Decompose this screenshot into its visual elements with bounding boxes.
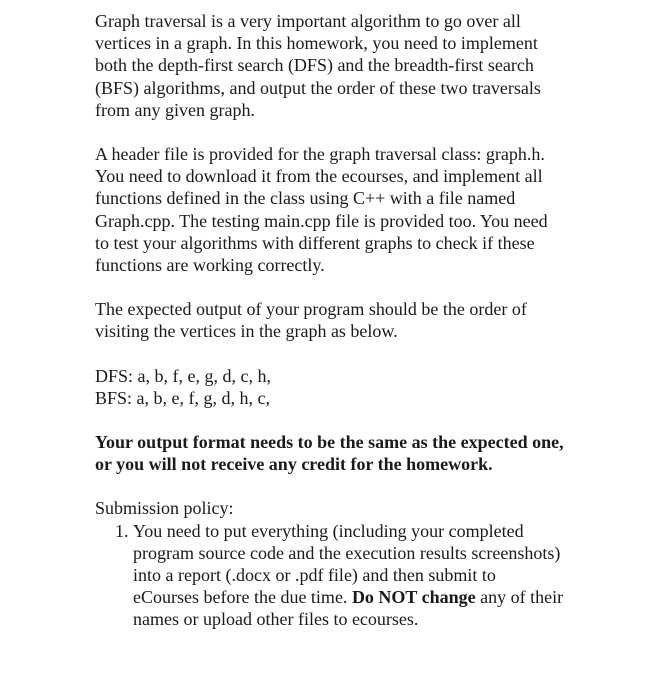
policy-item-1 — [133, 520, 565, 631]
dfs-output-line: DFS: a, b, f, e, g, d, c, h, — [95, 365, 271, 386]
expected-output-block — [95, 365, 565, 409]
bfs-output-line: BFS: a, b, e, f, g, d, h, c, — [95, 387, 270, 408]
document-body — [95, 10, 565, 631]
format-warning: Your output format needs to be the same as the expected one, or you will not receive any credit for the homework. — [95, 432, 564, 475]
submission-policy-list — [95, 520, 565, 631]
policy-item-1-bold: Do NOT change — [351, 587, 476, 608]
submission-policy-heading: Submission policy: — [95, 498, 234, 519]
header-file-paragraph: A header file is provided for the graph traversal class: graph.h. You need to download it from the ecourses, and implement all functions defined in the class using C++ with a file named Graph.cpp. The testing main.cpp file is provided too. You need to test your algorithms with different graphs to check if these functions are working correctly. — [95, 144, 548, 276]
expected-output-paragraph: The expected output of your program should be the order of visiting the vertices in the graph as below. — [95, 299, 527, 342]
policy-item-1-text-before: You need to put everything (including your completed program source code and the execution results screenshots) into a report (.docx or .pdf file) and then submit to eCourses before the due time. — [133, 520, 561, 608]
submission-policy — [95, 497, 565, 630]
policy-item-1-text-after: any of their names or upload other files to ecourses. — [133, 587, 564, 630]
intro-paragraph: Graph traversal is a very important algorithm to go over all vertices in a graph. In this homework, you need to implement both the depth-first search (DFS) and the breadth-first search (BFS) algorithms, and output the order of these two traversals from any given graph. — [95, 11, 541, 120]
